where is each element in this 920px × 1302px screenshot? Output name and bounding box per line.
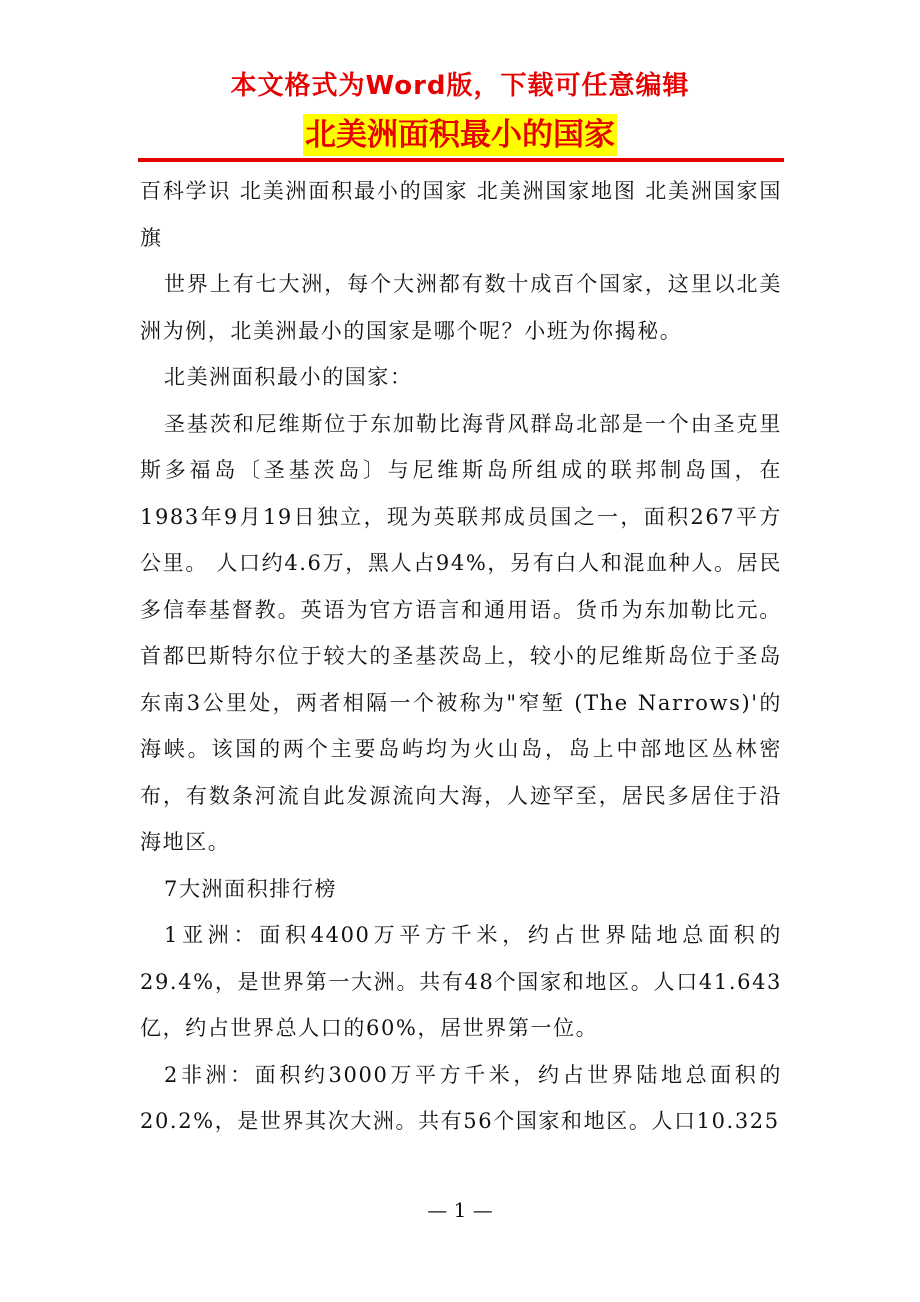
- document-title: 北美洲面积最小的国家: [303, 114, 617, 156]
- country-description-paragraph: 圣基茨和尼维斯位于东加勒比海背风群岛北部是一个由圣克里斯多福岛〔圣基茨岛〕与尼维斯岛所组成的联邦制岛国，在1983年9月19日独立，现为英联邦成员国之一，面积267平方公里。 人口约4.6万，黑人占94%，另有白人和混血种人。居民多信奉基督教。英语为官方语言和通用语。货币为东加勒比元。 首都巴斯特尔位于较大的圣基茨岛上，较小的尼维斯岛位于圣岛东南3公里处，两者相隔一个被称为"窄堑 (The Narrows)'的海峡。该国的两个主要岛屿均为火山岛，岛上中部地区丛林密布，有数条河流自此发源流向大海，人迹罕至，居民多居住于沿海地区。: [140, 411, 782, 854]
- document-body: [140, 168, 782, 1145]
- title-divider: [138, 158, 784, 162]
- tags-paragraph: 百科学识 北美洲面积最小的国家 北美洲国家地图 北美洲国家国旗: [140, 179, 782, 250]
- title-container: [0, 114, 920, 156]
- page-number: — 1 —: [427, 1198, 493, 1222]
- asia-paragraph: 1亚洲：面积4400万平方千米，约占世界陆地总面积的29.4%，是世界第一大洲。共有48个国家和地区。人口41.643亿，约占世界总人口的60%，居世界第一位。: [140, 923, 782, 1040]
- document-banner: 本文格式为Word版，下载可任意编辑: [230, 71, 690, 101]
- africa-paragraph: 2非洲：面积约3000万平方千米，约占世界陆地总面积的20.2%，是世界其次大洲。共有56个国家和地区。人口10.325: [140, 1062, 782, 1133]
- intro-paragraph: 世界上有七大洲，每个大洲都有数十成百个国家，这里以北美洲为例，北美洲最小的国家是哪个呢？小班为你揭秘。: [140, 272, 782, 343]
- section-heading: 北美洲面积最小的国家：: [164, 365, 413, 389]
- ranking-heading: 7大洲面积排行榜: [164, 876, 338, 901]
